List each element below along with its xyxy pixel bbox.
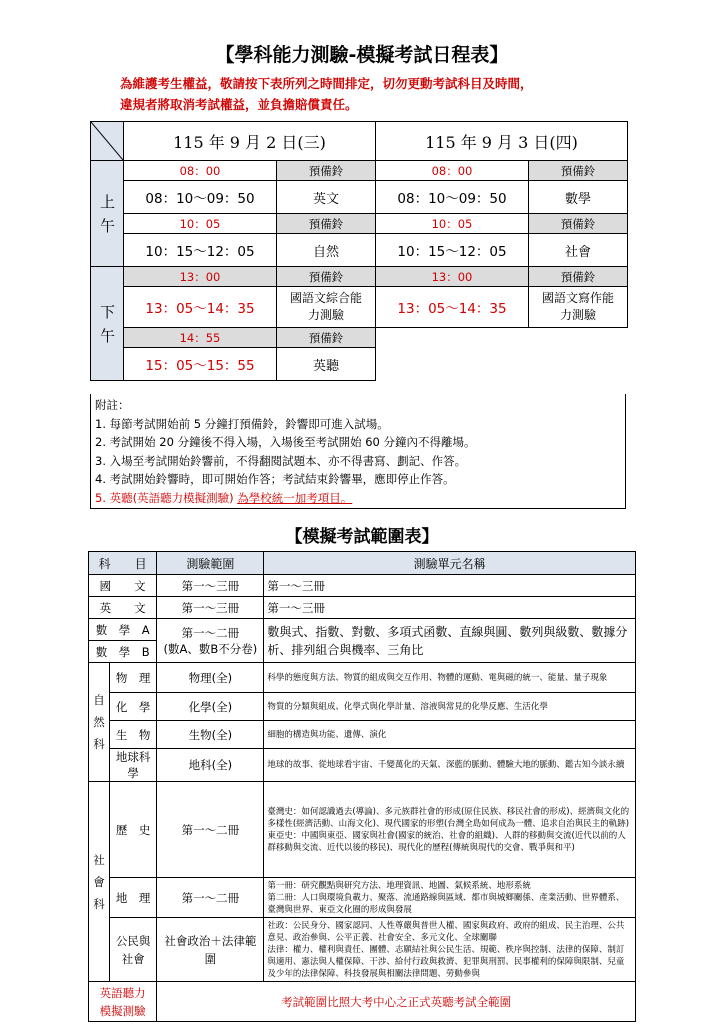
note-item: 3. 入場至考試開始鈴響前，不得翻閱試題本、亦不得書寫、劃記、作答。 xyxy=(95,453,467,468)
subject-name: 地 理 xyxy=(110,878,157,918)
schedule-title: 【學科能力測驗-模擬考試日程表】 xyxy=(215,44,509,66)
range-table xyxy=(88,551,636,1022)
exam-time: 15：05～15：55 xyxy=(124,348,277,381)
subject-name: 數 學 B xyxy=(89,641,157,663)
note-5-emphasis: 為學校統一加考項目。 xyxy=(237,490,353,505)
subject-units: 地球的故事、從地球看宇宙、千變萬化的天氣、深藍的脈動、體驗大地的脈動、鑑古知今談永續 xyxy=(264,749,636,782)
prep-bell: 預備鈴 xyxy=(529,161,628,181)
subject-name: 英語聽力 模擬測驗 xyxy=(89,982,157,1022)
subject-units: 考試範圍比照大考中心之正式英聽考試全範圍 xyxy=(157,982,636,1022)
subject-units: 細胞的構造與功能、遺傳、演化 xyxy=(264,721,636,749)
subject-units: 第一冊：研究觀點與研究方法、地理資訊、地圖、氣候系統、地形系統 第二冊：人口與環境負載力、聚落、流通路線與區域、都市與城鄉關係、產業活動、世界體系、臺灣與世界、東亞文化圈的形成與發展 xyxy=(264,878,636,918)
notes xyxy=(90,394,626,509)
bell-time: 10：05 xyxy=(376,214,529,234)
bell-time: 10：05 xyxy=(124,214,277,234)
subject-range: 社會政治＋法律範圍 xyxy=(157,918,264,982)
col-header: 科 目 xyxy=(89,552,157,575)
bell-time: 13：00 xyxy=(376,267,529,287)
prep-bell: 預備鈴 xyxy=(277,267,376,287)
exam-time: 08：10～09：50 xyxy=(376,181,529,214)
subject-range: 第一～三冊 xyxy=(157,597,264,619)
date-day1: 115 年 9 月 2 日(三) xyxy=(124,122,376,161)
table-corner xyxy=(91,122,124,161)
note-item: 2. 考試開始 20 分鐘後不得入場，入場後至考試開始 60 分鐘內不得離場。 xyxy=(95,435,476,449)
exam-time: 13：05～14：35 xyxy=(376,287,529,328)
subject-range: 地科(全) xyxy=(157,749,264,782)
empty-cell xyxy=(376,328,628,381)
subject-units: 數與式、指數、對數、多項式函數、直線與圓、數列與級數、數據分析、排列組合與機率、三角比 xyxy=(264,619,636,663)
prep-bell: 預備鈴 xyxy=(277,328,376,348)
bell-time: 13：00 xyxy=(124,267,277,287)
bell-time: 14：55 xyxy=(124,328,277,348)
prep-bell: 預備鈴 xyxy=(529,267,628,287)
schedule-table xyxy=(90,121,628,381)
note-item: 1. 每節考試開始前 5 分鐘打預備鈴，鈴響即可進入試場。 xyxy=(95,416,389,431)
note-5-text: 5. 英聽(英語聽力模擬測驗) xyxy=(95,490,234,505)
subject-name: 化 學 xyxy=(110,693,157,721)
subject-range: 第一～二冊 (數A、數B不分卷) xyxy=(157,619,264,663)
subject-range: 第一～二冊 xyxy=(157,782,264,878)
am-label: 上午 xyxy=(91,161,124,267)
exam-subject: 國語文寫作能力測驗 xyxy=(529,287,628,328)
bell-time: 08：00 xyxy=(376,161,529,181)
col-header: 測驗單元名稱 xyxy=(264,552,636,575)
exam-subject: 英聽 xyxy=(277,348,376,381)
notice-line-2: 違規者將取消考試權益，並負擔賠償責任。 xyxy=(120,97,358,112)
pm-label: 下午 xyxy=(91,267,124,381)
exam-time: 10：15～12：05 xyxy=(124,234,277,267)
col-header: 測驗範圍 xyxy=(157,552,264,575)
prep-bell: 預備鈴 xyxy=(529,214,628,234)
prep-bell: 預備鈴 xyxy=(277,214,376,234)
exam-subject: 自然 xyxy=(277,234,376,267)
subject-units: 第一～三冊 xyxy=(264,575,636,597)
exam-subject: 國語文綜合能力測驗 xyxy=(277,287,376,328)
notice xyxy=(120,73,640,115)
subject-range: 第一～三冊 xyxy=(157,575,264,597)
date-day2: 115 年 9 月 3 日(四) xyxy=(376,122,628,161)
subject-name: 歷 史 xyxy=(110,782,157,878)
notes-head: 附註： xyxy=(95,398,130,412)
subject-range: 第一～二冊 xyxy=(157,878,264,918)
prep-bell: 預備鈴 xyxy=(277,161,376,181)
exam-time: 13：05～14：35 xyxy=(124,287,277,328)
exam-time: 10：15～12：05 xyxy=(376,234,529,267)
range-title: 【模擬考試範圍表】 xyxy=(285,527,439,547)
subject-range: 化學(全) xyxy=(157,693,264,721)
subject-name: 物 理 xyxy=(110,663,157,693)
notice-line-1: 為維護考生權益，敬請按下表所列之時間排定，切勿更動考試科目及時間， xyxy=(120,76,533,91)
subject-name: 數 學 A xyxy=(89,619,157,641)
subject-name: 英 文 xyxy=(89,597,157,619)
exam-subject: 數學 xyxy=(529,181,628,214)
subject-name: 國 文 xyxy=(89,575,157,597)
exam-subject: 英文 xyxy=(277,181,376,214)
subject-units: 臺灣史：如何認識過去(導論)、多元族群社會的形成(原住民族、移民社會的形成)、經濟與文化的多樣性(經濟活動、山海文化)、現代國家的形塑(台灣全島如何成為一體、追求自治與民主的軌跡) 東亞史：中國與東亞、國家與社會(國家的統治、社會的組織)、人群的移動與交流(近代以前的人群移動與交流、近代以後的移民)、現代化的歷程(傳統與現代的交會、戰爭與和平) xyxy=(264,782,636,878)
subject-units: 第一～三冊 xyxy=(264,597,636,619)
subject-range: 物理(全) xyxy=(157,663,264,693)
subject-name: 地球科學 xyxy=(110,749,157,782)
subject-name: 生 物 xyxy=(110,721,157,749)
subject-units: 社政：公民身分、國家認同、人性尊嚴與普世人權、國家與政府、政府的組成、民主治理、公共意見、政治參與、公平正義、社會安全、多元文化、全球關聯 法律：權力、權利與責任、團體、志願結社與公民生活、規範、秩序與控制、法律的保障、制訂與適用、憲法與人權保障、干涉、給付行政與救濟、犯罪與刑罰、民事權利的保障與限制、兒童及少年的法律保障、科技發展與相關法律問題、勞動參與 xyxy=(264,918,636,982)
subject-name: 公民與社會 xyxy=(110,918,157,982)
subject-units: 物質的分類與組成、化學式與化學計量、溶液與常見的化學反應、生活化學 xyxy=(264,693,636,721)
science-group: 自然科 xyxy=(89,663,110,782)
subject-units: 科學的態度與方法、物質的組成與交互作用、物體的運動、電與磁的統一、能量、量子現象 xyxy=(264,663,636,693)
exam-time: 08：10～09：50 xyxy=(124,181,277,214)
bell-time: 08：00 xyxy=(124,161,277,181)
note-item-5 xyxy=(95,489,625,508)
subject-range: 生物(全) xyxy=(157,721,264,749)
exam-subject: 社會 xyxy=(529,234,628,267)
note-item: 4. 考試開始鈴響時，即可開始作答；考試結束鈴響畢，應即停止作答。 xyxy=(95,472,455,486)
social-group: 社會科 xyxy=(89,782,110,982)
